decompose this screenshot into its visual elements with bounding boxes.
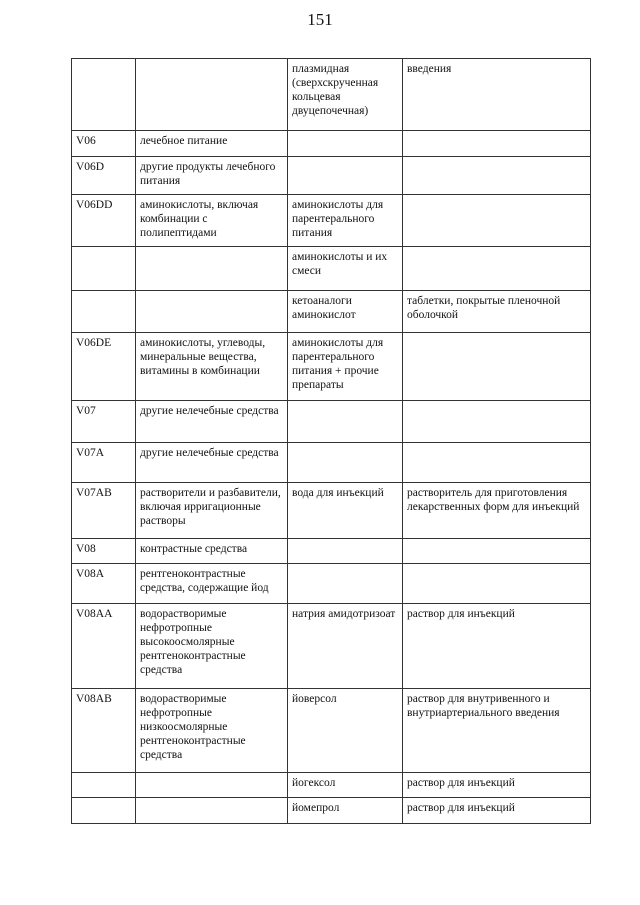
dosage-form-cell [403,443,591,483]
page-number: 151 [307,10,333,29]
atc-code-cell: V08AB [72,689,136,773]
atc-code-cell [72,59,136,131]
atc-code-cell [72,291,136,333]
atc-code-cell [72,247,136,291]
atc-code-cell: V08AA [72,604,136,689]
dosage-form-cell [403,333,591,401]
table-row [72,59,591,131]
atc-code-cell: V06D [72,157,136,195]
drug-name-cell: кетоаналоги аминокислот [288,291,403,333]
drug-name-cell: йомепрол [288,798,403,824]
anatomical-group-cell: рентгеноконтрастные средства, содержащие йод [136,564,288,604]
anatomical-group-cell [136,247,288,291]
anatomical-group-cell: водорастворимые нефротропные высокоосмолярные рентгеноконтрастные средства [136,604,288,689]
dosage-form-cell: раствор для инъекций [403,773,591,798]
table-row [72,291,591,333]
anatomical-group-cell: другие нелечебные средства [136,401,288,443]
table-row [72,157,591,195]
drug-name-cell: аминокислоты для парентерального питания + прочие препараты [288,333,403,401]
table-row [72,604,591,689]
anatomical-group-cell: аминокислоты, включая комбинации с полипептидами [136,195,288,247]
atc-code-cell: V06DE [72,333,136,401]
atc-code-cell: V08A [72,564,136,604]
dosage-form-cell: раствор для внутривенного и внутриартериального введения [403,689,591,773]
drug-name-cell [288,564,403,604]
atc-code-cell: V07AB [72,483,136,539]
table-row [72,333,591,401]
drug-name-cell [288,131,403,157]
drug-name-cell: вода для инъекций [288,483,403,539]
table-row [72,131,591,157]
table-row [72,798,591,824]
dosage-form-cell: таблетки, покрытые пленочной оболочкой [403,291,591,333]
atc-code-cell: V06 [72,131,136,157]
table-row [72,443,591,483]
atc-code-cell: V06DD [72,195,136,247]
anatomical-group-cell [136,59,288,131]
atc-code-cell: V08 [72,539,136,564]
anatomical-group-cell: другие продукты лечебного питания [136,157,288,195]
dosage-form-cell: растворитель для приготовления лекарственных форм для инъекций [403,483,591,539]
drug-name-cell [288,539,403,564]
anatomical-group-cell: другие нелечебные средства [136,443,288,483]
table-body [72,59,591,824]
drug-name-cell: натрия амидотризоат [288,604,403,689]
atc-code-cell [72,773,136,798]
atc-code-cell [72,798,136,824]
dosage-form-cell [403,539,591,564]
dosage-form-cell [403,247,591,291]
anatomical-group-cell [136,773,288,798]
table-row [72,564,591,604]
anatomical-group-cell [136,798,288,824]
anatomical-group-cell [136,291,288,333]
table-row [72,483,591,539]
dosage-form-cell [403,157,591,195]
table-row [72,195,591,247]
atc-drug-table [71,58,591,824]
table-row [72,689,591,773]
dosage-form-cell: введения [403,59,591,131]
anatomical-group-cell: лечебное питание [136,131,288,157]
anatomical-group-cell: аминокислоты, углеводы, минеральные вещества, витамины в комбинации [136,333,288,401]
atc-code-cell: V07 [72,401,136,443]
atc-code-cell: V07A [72,443,136,483]
anatomical-group-cell: растворители и разбавители, включая ирригационные растворы [136,483,288,539]
drug-name-cell [288,157,403,195]
anatomical-group-cell: водорастворимые нефротропные низкоосмолярные рентгеноконтрастные средства [136,689,288,773]
drug-name-cell [288,443,403,483]
drug-name-cell: аминокислоты и их смеси [288,247,403,291]
dosage-form-cell [403,401,591,443]
table-row [72,247,591,291]
dosage-form-cell [403,564,591,604]
table-row [72,401,591,443]
dosage-form-cell: раствор для инъекций [403,798,591,824]
drug-name-cell: йоверсол [288,689,403,773]
drug-name-cell: йогексол [288,773,403,798]
dosage-form-cell [403,131,591,157]
table-row [72,773,591,798]
dosage-form-cell [403,195,591,247]
anatomical-group-cell: контрастные средства [136,539,288,564]
table-row [72,539,591,564]
drug-name-cell [288,401,403,443]
dosage-form-cell: раствор для инъекций [403,604,591,689]
drug-name-cell: плазмидная (сверхскрученная кольцевая двуцепочечная) [288,59,403,131]
drug-name-cell: аминокислоты для парентерального питания [288,195,403,247]
